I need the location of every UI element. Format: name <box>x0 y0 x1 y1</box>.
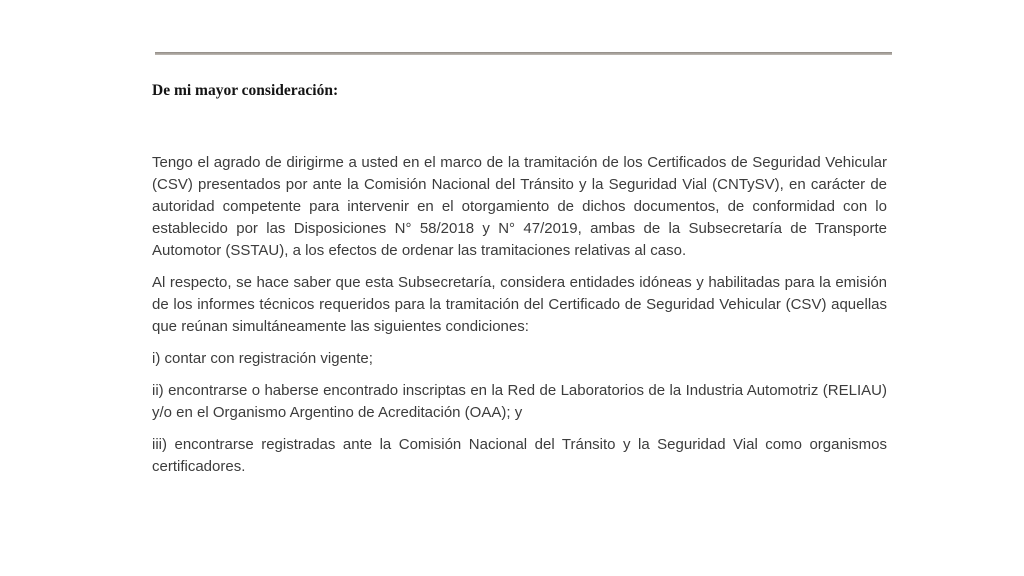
paragraph-line: Automotor (SSTAU), a los efectos de ordenar las tramitaciones relativas al caso. <box>152 242 687 259</box>
paragraph-conditions-intro <box>152 272 887 338</box>
paragraph-line: autoridad competente para intervenir en el otorgamiento de dichos documentos, de conformidad con lo <box>152 198 887 215</box>
paragraph-intro <box>152 152 887 262</box>
condition-item-iii <box>152 434 887 478</box>
letter-body <box>152 0 887 488</box>
paragraph-line: Al respecto, se hace saber que esta Subsecretaría, considera entidades idóneas y habilitadas para la emisión <box>152 274 887 291</box>
paragraph-line: de los informes técnicos requeridos para la tramitación del Certificado de Seguridad Vehicular (CSV) aquellas <box>152 296 887 313</box>
paragraph-line: iii) encontrarse registradas ante la Comisión Nacional del Tránsito y la Seguridad Vial como organismos <box>152 436 887 453</box>
condition-item-ii <box>152 380 887 424</box>
paragraph-line: i) contar con registración vigente; <box>152 350 373 367</box>
paragraph-line: (CSV) presentados por ante la Comisión Nacional del Tránsito y la Seguridad Vial (CNTySV), en carácter de <box>152 176 887 193</box>
condition-item-i <box>152 348 887 370</box>
paragraph-line: Tengo el agrado de dirigirme a usted en el marco de la tramitación de los Certificados de Seguridad Vehicular <box>152 154 887 171</box>
paragraph-line: que reúnan simultáneamente las siguientes condiciones: <box>152 318 529 335</box>
paragraph-line: certificadores. <box>152 458 246 475</box>
paragraph-line: establecido por las Disposiciones N° 58/2018 y N° 47/2019, ambas de la Subsecretaría de Transporte <box>152 220 887 237</box>
paragraph-line: y/o en el Organismo Argentino de Acreditación (OAA); y <box>152 404 523 421</box>
salutation-heading: De mi mayor consideración: <box>152 82 339 99</box>
paragraph-line: ii) encontrarse o haberse encontrado inscriptas en la Red de Laboratorios de la Industria Automotriz (RELIAU) <box>152 382 887 399</box>
